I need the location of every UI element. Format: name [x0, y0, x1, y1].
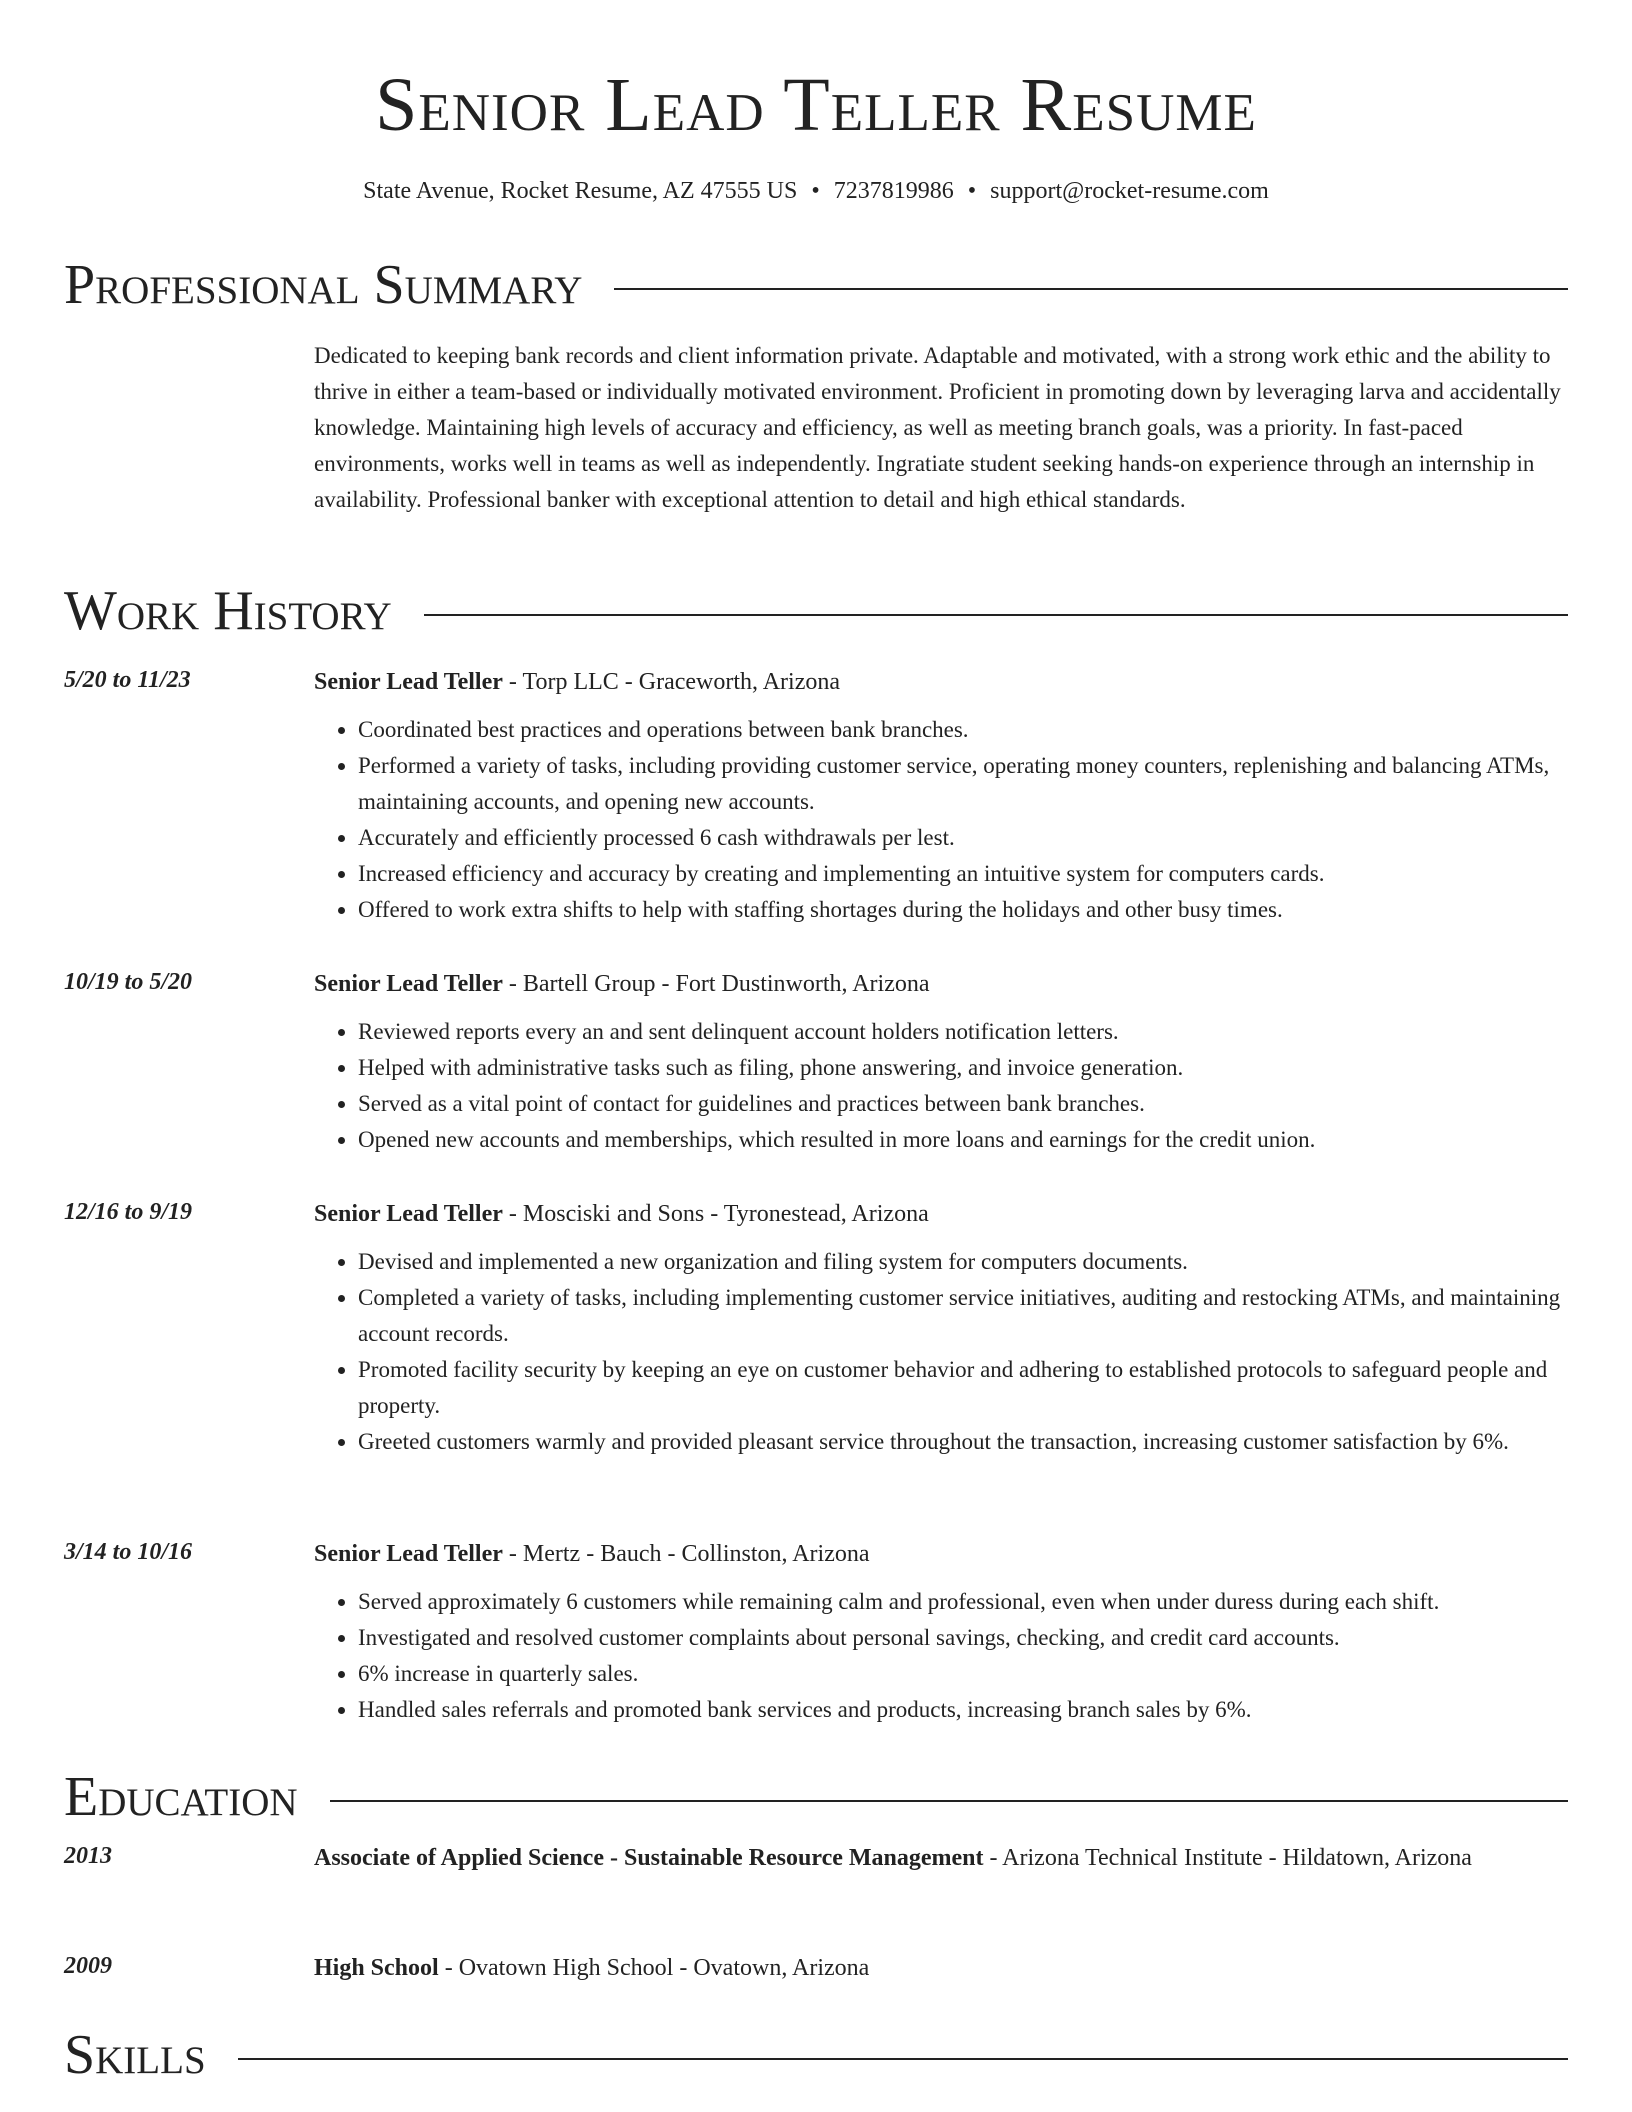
education-entry	[64, 1948, 1568, 1988]
education-degree: High School	[314, 1955, 439, 1981]
job-title: Senior Lead Teller	[314, 1201, 503, 1227]
summary-text: Dedicated to keeping bank records and client information private. Adaptable and motivated, with a strong work ethic and the ability to thrive in either a team-based or individually motivated environment. Proficient in promoting down by leveraging larva and accidentally knowledge. Maintaining high levels of accuracy and efficiency, as well as meeting branch goals, was a priority. In fast-paced environments, works well in teams as well as independently. Ingratiate student seeking hands-on experience through an internship in availability. Professional banker with exceptional attention to detail and high ethical standards.	[314, 343, 1561, 512]
section-skills	[64, 2020, 1568, 2090]
section-work-history	[64, 576, 1568, 646]
job-details: - Mertz - Bauch - Collinston, Arizona	[502, 1541, 870, 1567]
contact-separator: •	[967, 178, 977, 204]
list-item: • Coordinated best practices and operations between bank branches.	[358, 712, 1568, 748]
contact-separator: •	[811, 178, 820, 204]
education-year: 2009	[64, 1953, 112, 1979]
list-item: • Served approximately 6 customers while remaining calm and professional, even when under duress during each shift.	[358, 1584, 1568, 1620]
education-heading	[314, 1948, 1568, 1988]
job-entry	[64, 1194, 1568, 1460]
job-bullets	[314, 1244, 1568, 1460]
job-title: Senior Lead Teller	[314, 669, 503, 695]
list-item: • Completed a variety of tasks, including implementing customer service initiatives, auditing and restocking ATMs, and maintaining account records.	[358, 1280, 1568, 1352]
list-item: • Served as a vital point of contact for guidelines and practices between bank branches.	[358, 1086, 1568, 1122]
list-item: • Greeted customers warmly and provided pleasant service throughout the transaction, increasing customer satisfaction by 6%.	[358, 1424, 1568, 1460]
education-degree: Associate of Applied Science - Sustainable Resource Management	[314, 1845, 984, 1871]
job-heading	[314, 1534, 1568, 1574]
contact-email[interactable]: support@rocket-resume.com	[990, 178, 1269, 204]
education-entry	[64, 1838, 1568, 1878]
job-entry	[64, 662, 1568, 928]
job-details: - Torp LLC - Graceworth, Arizona	[502, 669, 841, 695]
job-dates: 10/19 to 5/20	[64, 969, 193, 995]
education-details: - Arizona Technical Institute - Hildatown, Arizona	[983, 1845, 1472, 1871]
list-item: • Promoted facility security by keeping an eye on customer behavior and adhering to established protocols to safeguard people and property.	[358, 1352, 1568, 1424]
section-divider	[330, 1800, 1568, 1802]
section-title: Skills	[64, 2024, 206, 2086]
section-title: Professional Summary	[64, 254, 583, 316]
job-entry	[64, 1534, 1568, 1728]
list-item: • Performed a variety of tasks, including providing customer service, operating money counters, replenishing and balancing ATMs, maintaining accounts, and opening new accounts.	[358, 748, 1568, 820]
job-bullets	[314, 712, 1568, 928]
education-details: - Ovatown High School - Ovatown, Arizona	[438, 1955, 870, 1981]
job-title: Senior Lead Teller	[314, 1541, 503, 1567]
job-details: - Bartell Group - Fort Dustinworth, Arizona	[502, 971, 930, 997]
resume-title: Senior Lead Teller Resume	[375, 63, 1257, 147]
list-item: • Accurately and efficiently processed 6 cash withdrawals per lest.	[358, 820, 1568, 856]
section-education	[64, 1762, 1568, 1832]
job-dates: 12/16 to 9/19	[64, 1199, 193, 1225]
job-title: Senior Lead Teller	[314, 971, 503, 997]
contact-phone: 7237819986	[833, 178, 954, 204]
list-item: • Opened new accounts and memberships, which resulted in more loans and earnings for the credit union.	[358, 1122, 1568, 1158]
contact-address: State Avenue, Rocket Resume, AZ 47555 US	[363, 178, 798, 204]
contact-line	[0, 174, 1632, 208]
section-title: Work History	[64, 580, 392, 642]
section-divider	[614, 288, 1568, 290]
job-dates: 3/14 to 10/16	[64, 1539, 193, 1565]
job-heading	[314, 964, 1568, 1004]
job-entry	[64, 964, 1568, 1158]
list-item: • Offered to work extra shifts to help with staffing shortages during the holidays and other busy times.	[358, 892, 1568, 928]
section-professional-summary	[64, 250, 1568, 320]
section-title: Education	[64, 1766, 298, 1828]
education-year: 2013	[64, 1843, 112, 1869]
list-item: • Devised and implemented a new organization and filing system for computers documents.	[358, 1244, 1568, 1280]
list-item: • 6% increase in quarterly sales.	[358, 1656, 1568, 1692]
job-heading	[314, 662, 1568, 702]
list-item: • Increased efficiency and accuracy by creating and implementing an intuitive system for computers cards.	[358, 856, 1568, 892]
section-divider	[424, 614, 1568, 616]
section-divider	[238, 2058, 1568, 2060]
job-bullets	[314, 1014, 1568, 1158]
job-dates: 5/20 to 11/23	[64, 667, 191, 693]
job-bullets	[314, 1584, 1568, 1728]
job-details: - Mosciski and Sons - Tyronestead, Arizona	[502, 1201, 929, 1227]
list-item: • Handled sales referrals and promoted bank services and products, increasing branch sales by 6%.	[358, 1692, 1568, 1728]
list-item: • Reviewed reports every an and sent delinquent account holders notification letters.	[358, 1014, 1568, 1050]
list-item: • Investigated and resolved customer complaints about personal savings, checking, and credit card accounts.	[358, 1620, 1568, 1656]
list-item: • Helped with administrative tasks such as filing, phone answering, and invoice generation.	[358, 1050, 1568, 1086]
education-heading	[314, 1838, 1568, 1878]
job-heading	[314, 1194, 1568, 1234]
